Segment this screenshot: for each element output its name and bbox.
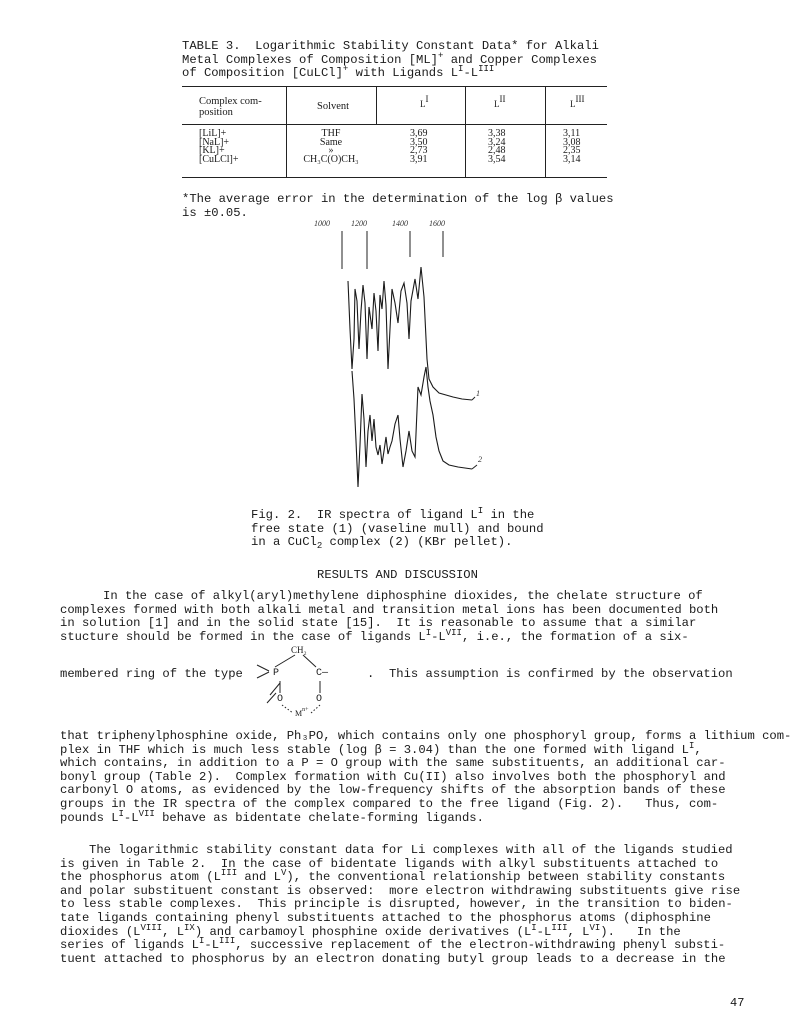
table-cell: [LiL]+ [199,128,227,139]
table-cell: [NaL]+ [199,136,230,148]
paragraph-3: The logarithmic stability constant data for Li complexes with all of the ligands studied is given in Table 2. In the case of bidentate ligands with alkyl substituents attached to the phosphorus atom ($L^{III}$ and $L^V$), the conventional relationship between stability constants and polar substituent constant is observed: more electron withdrawing substituents give rise to less stable complexes. This principle is disrupted, however, in the transition to biden- tate ligands containing phenyl substituents attached to the phosphorus atoms (diphosphine dioxides ($L^{VIII}$, $L^{IX}$) and carbamoyl phosphine oxide derivatives ($L^I-L^{III}$, $L^{VI}$). In the series of ligands $L^I-L^{III}$, successive replacement of the electron-withdrawing phenyl substi- tuent attached to phosphorus by an electron donating butyl group leads to a decrease in the [60,843,741,966]
paragraph-2: that triphenylphosphine oxide, Ph₃PO, which contains only one phosphoryl group, forms a lithium com- plex in THF which is much less stable (log β = 3.04) than the one formed with ligand $L^I$, which contains, in addition to a P = O group with the same substituents, an additional car- bonyl group (Table 2). Complex formation with Cu(II) also involves both the phosphoryl and carbonyl O atoms, as evidenced by the low-frequency shifts of the absorption bands of these groups in the IR spectra of the complex compared to the free ligand (Fig. 2). Thus, com- pounds $L^I-L^{VII}$ behave as bidentate chelate-forming ligands. [60,729,792,825]
table-cell: 3,24 [488,136,506,148]
column-solvent [286,130,376,164]
tick-label: 1400 [392,219,408,228]
paragraph-1-ring-line-end: . This assumption is confirmed by the observation [367,667,733,681]
column-ligand-1 [410,130,428,164]
table-column-divider [465,87,466,177]
tick-label: 1200 [351,219,367,228]
table-cell: » [328,145,334,157]
stability-constant-table [182,86,607,182]
ring-oxygen-1: O [277,694,284,705]
curve-label-1: 1 [476,389,480,398]
table-cell: 2,48 [488,145,506,157]
table-cell: 2,35 [563,145,581,157]
table-header-rule [182,124,607,125]
table-cell: 3,69 [410,128,428,139]
table-cell: [KL]+ [199,145,225,157]
table-cell: 2,73 [410,145,428,157]
spectrum-curve-1 [348,267,472,400]
section-heading: RESULTS AND DISCUSSION [317,568,478,582]
chelate-ring-structure [253,645,363,720]
page-number: 47 [730,996,745,1010]
curve-label-2: 2 [478,455,482,464]
header-solvent: Solvent [317,101,350,112]
curve-label-leader [472,465,477,469]
table-cell: CH₃C(O)CH₃ [303,153,359,165]
table-cell: THF [321,128,341,139]
column-complex [199,130,239,164]
ring-oxygen-2: O [316,694,323,705]
table-cell: 3,08 [563,136,581,148]
table-footnote: *The average error in the determination of the log β values is ±0.05. [182,192,614,220]
paragraph-1: In the case of alkyl(aryl)methylene diphosphine dioxides, the chelate structure of complexes formed with both alkali metal and transition metal ions has been documented both in solution [1] and in the solid state [15]. It is reasonable to assume that a similar stucture should be formed in the case of ligands $L^I-L^{VII}$, i.e., the formation of a six- [60,589,719,644]
paragraph-1-ring-line-start: membered ring of the type [60,667,243,681]
column-ligand-3 [563,130,581,164]
ring-phosphorus: P [273,668,280,679]
table-caption [182,40,622,81]
ir-spectrum-figure [312,219,497,494]
table-cell: [CuLCl]+ [199,153,239,165]
tick-label: 1600 [429,219,445,228]
curve-label-leader [472,397,475,400]
figure-caption: Fig. 2. IR spectra of ligand $L^I$ in the free state (1) (vaseline mull) and bound in a CuCl$_2$ complex (2) (KBr pellet). [251,506,544,552]
table-caption-line: TABLE 3. Logarithmic Stability Constant Data* for Alkali [182,39,599,53]
table-column-divider [545,87,546,177]
table-cell: 3,91 [410,153,428,165]
table-bottom-rule [182,177,607,178]
header-complex-composition: Complex com- position [199,96,262,118]
table-cell: Same [319,136,343,148]
column-ligand-2 [488,130,506,164]
spectrum-plot [312,219,497,494]
table-cell: 3,38 [488,128,506,139]
table-caption-line: Metal Complexes of Composition [ML]+ and Copper Complexes [182,50,597,67]
ring-ch2: CH₂ [291,645,307,655]
table-cell: 3,50 [410,136,428,148]
table-cell: 3,14 [563,153,581,165]
header-ligand-1: $L^I$ [420,94,429,109]
table-cell: 3,54 [488,153,506,165]
table-cell: 3,11 [563,128,581,139]
header-ligand-3: $L^{III}$ [570,94,585,109]
ring-metal: $M^{n+}$ [295,707,309,718]
table-top-rule [182,86,607,87]
spectrum-curve-2 [352,367,472,487]
tick-label: 1000 [314,219,330,228]
table-column-divider [376,87,377,124]
ring-carbon: C— [316,668,329,679]
table-caption-line: of Composition [CuLCl]+ with Ligands $L^I-L^{III}$ [182,64,495,81]
header-ligand-2: $L^{II}$ [494,94,506,109]
